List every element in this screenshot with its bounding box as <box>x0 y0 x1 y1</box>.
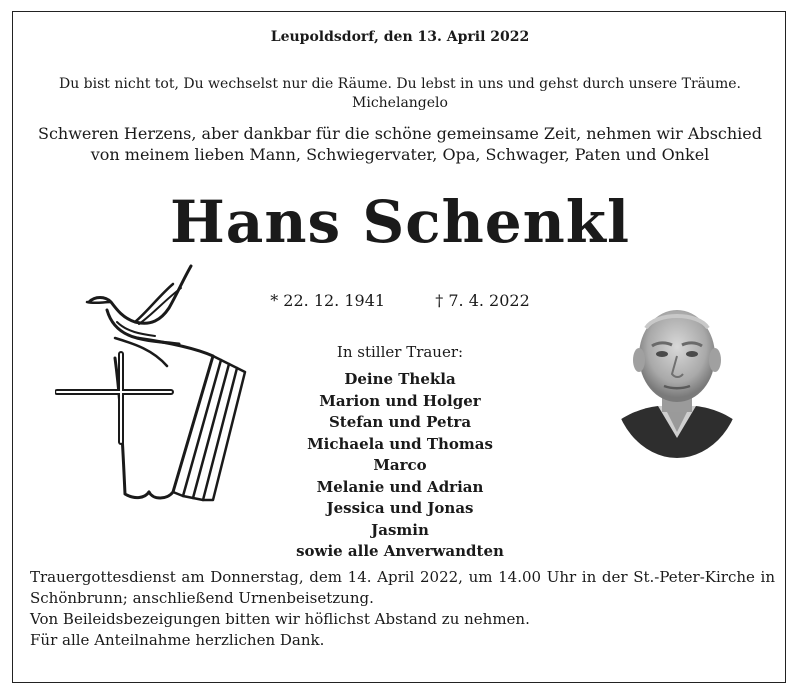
portrait-photo <box>612 298 742 458</box>
birth-date: * 22. 12. 1941 <box>270 291 386 310</box>
life-dates <box>270 291 530 310</box>
intro-line-2: von meinem lieben Mann, Schwiegervater, Opa, Schwager, Paten und Onkel <box>90 145 710 164</box>
quote-author: Michelangelo <box>352 95 448 111</box>
service-notice <box>30 567 775 651</box>
death-date: † 7. 4. 2022 <box>435 291 530 310</box>
quote-text: Du bist nicht tot, Du wechselst nur die Räume. Du lebst in uns und gehst durch unsere Träume. <box>58 76 742 92</box>
intro-line-1: Schweren Herzens, aber dankbar für die schöne gemeinsame Zeit, nehmen wir Abschied <box>38 124 762 143</box>
mourner-name: Deine Thekla <box>344 370 456 388</box>
mourners-list <box>250 369 550 563</box>
dove-cross-book-icon <box>55 262 255 507</box>
quote <box>0 75 800 113</box>
mourner-name: Michaela und Thomas <box>307 434 493 453</box>
mourner-name: Melanie und Adrian <box>316 477 484 496</box>
mourner-name: Stefan und Petra <box>328 413 472 431</box>
mourner-name: Jessica und Jonas <box>326 499 474 517</box>
deceased-name: Hans Schenkl <box>169 188 631 256</box>
intro-text <box>0 123 800 165</box>
mourner-name: Marion und Holger <box>319 391 481 410</box>
thanks-text: Für alle Anteilnahme herzlichen Dank. <box>30 631 325 649</box>
mourner-name: sowie alle Anverwandten <box>296 542 504 560</box>
place-date: Leupoldsdorf, den 13. April 2022 <box>270 29 530 45</box>
mourner-name: Jasmin <box>371 520 429 539</box>
mourning-heading: In stiller Trauer: <box>336 343 464 361</box>
condolences-text: Von Beileidsbezeigungen bitten wir höflichst Abstand zu nehmen. <box>30 610 530 628</box>
service-text: Trauergottesdienst am Donnerstag, dem 14. April 2022, um 14.00 Uhr in der St.-Peter-Kirche in Schönbrunn; anschließend Urnenbeisetzung. <box>30 568 775 607</box>
mourner-name: Marco <box>373 456 427 474</box>
